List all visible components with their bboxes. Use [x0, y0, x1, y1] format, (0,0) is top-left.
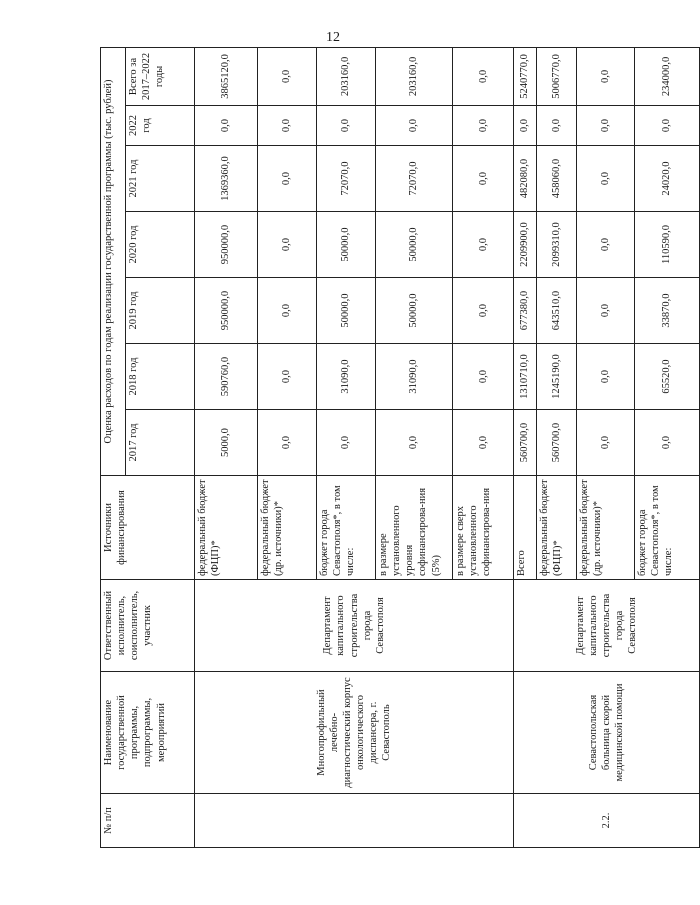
- cell-value: 643510,0: [536, 278, 576, 344]
- cell-value: 458060,0: [536, 146, 576, 212]
- cell-value: 0,0: [452, 106, 514, 146]
- cell-value: 1245190,0: [536, 344, 576, 410]
- cell-executor: Департамент капитального строительства города Севастополя: [514, 580, 700, 672]
- cell-value: 0,0: [257, 47, 316, 105]
- cell-value: 560700,0: [536, 410, 576, 476]
- cell-value: 65520,0: [635, 344, 700, 410]
- cell-value: 0,0: [257, 278, 316, 344]
- cell-value: 2099310,0: [536, 212, 576, 278]
- cell-value: 50000,0: [376, 278, 453, 344]
- cell-value: 0,0: [257, 146, 316, 212]
- cell-value: 0,0: [514, 106, 536, 146]
- cell-value: 560700,0: [514, 410, 536, 476]
- cell-value: 0,0: [635, 410, 700, 476]
- cell-no: [194, 794, 513, 848]
- cell-value: 0,0: [257, 106, 316, 146]
- cell-source: федеральный бюджет (ФЦП)*: [536, 476, 576, 580]
- cell-value: 0,0: [576, 344, 634, 410]
- header-year: 2017 год: [125, 410, 194, 476]
- cell-executor: Департамент капитального строительства города Севастополя: [194, 580, 513, 672]
- cell-value: 0,0: [257, 344, 316, 410]
- cell-value: 0,0: [452, 146, 514, 212]
- cell-name: Многопрофильный лечебно-диагностический корпус онкологического диспансера, г. Севастополь: [194, 672, 513, 794]
- cell-value: 31090,0: [316, 344, 375, 410]
- cell-value: 5000,0: [194, 410, 257, 476]
- header-year: 2019 год: [125, 278, 194, 344]
- cell-value: 0,0: [257, 212, 316, 278]
- cell-source: в размере установленного уровня софинансирова-ния (5%): [376, 476, 453, 580]
- cell-value: 0,0: [376, 106, 453, 146]
- cell-value: 31090,0: [376, 344, 453, 410]
- cell-source: бюджет города Севастополя*, в том числе:: [635, 476, 700, 580]
- header-source: Источники финансирования: [101, 476, 195, 580]
- cell-value: 24020,0: [635, 146, 700, 212]
- cell-no: 2.2.: [514, 794, 700, 848]
- cell-source: в размере сверх установленного софинансирова-ния: [452, 476, 514, 580]
- rotated-table-wrapper: [100, 48, 700, 848]
- cell-value: 0,0: [576, 106, 634, 146]
- cell-value: 0,0: [576, 146, 634, 212]
- header-year: 2022 год: [125, 106, 194, 146]
- cell-value: 0,0: [316, 410, 375, 476]
- cell-value: 0,0: [376, 410, 453, 476]
- header-total: Всего за 2017–2022 годы: [125, 47, 194, 105]
- cell-value: 203160,0: [376, 47, 453, 105]
- cell-value: 0,0: [452, 278, 514, 344]
- cell-value: 110590,0: [635, 212, 700, 278]
- cell-value: 0,0: [316, 106, 375, 146]
- cell-source: бюджет города Севастополя*, в том числе:: [316, 476, 375, 580]
- cell-value: 0,0: [576, 410, 634, 476]
- page-number: 12: [326, 30, 340, 45]
- cell-value: 0,0: [194, 106, 257, 146]
- cell-value: 1369360,0: [194, 146, 257, 212]
- cell-value: 2209900,0: [514, 212, 536, 278]
- expenses-table: [100, 47, 700, 848]
- cell-value: 5006770,0: [536, 47, 576, 105]
- cell-value: 72070,0: [316, 146, 375, 212]
- header-row-1: [101, 47, 126, 847]
- cell-value: 0,0: [452, 212, 514, 278]
- cell-value: 50000,0: [316, 212, 375, 278]
- header-executor: Ответственный исполнитель, соисполнитель, участник: [101, 580, 195, 672]
- cell-value: 234000,0: [635, 47, 700, 105]
- cell-value: 0,0: [576, 47, 634, 105]
- cell-value: 0,0: [452, 47, 514, 105]
- cell-value: 5240770,0: [514, 47, 536, 105]
- table-row: [194, 47, 257, 847]
- cell-value: 950000,0: [194, 212, 257, 278]
- cell-source: федеральный бюджет (др. источники)*: [576, 476, 634, 580]
- header-year: 2020 год: [125, 212, 194, 278]
- header-name: Наименование государственной программы, подпрограммы, мероприятий: [101, 672, 195, 794]
- header-no: № п/п: [101, 794, 195, 848]
- cell-value: 590760,0: [194, 344, 257, 410]
- table-row: [514, 47, 536, 847]
- cell-value: 1310710,0: [514, 344, 536, 410]
- header-estimate: Оценка расходов по годам реализации государственной программы (тыс. рублей): [101, 47, 126, 475]
- header-year: 2018 год: [125, 344, 194, 410]
- cell-source: федеральный бюджет (ФЦП)*: [194, 476, 257, 580]
- cell-value: 482080,0: [514, 146, 536, 212]
- cell-value: 677380,0: [514, 278, 536, 344]
- cell-value: 72070,0: [376, 146, 453, 212]
- cell-value: 950000,0: [194, 278, 257, 344]
- cell-value: 50000,0: [376, 212, 453, 278]
- cell-value: 33870,0: [635, 278, 700, 344]
- cell-value: 50000,0: [316, 278, 375, 344]
- cell-value: 0,0: [257, 410, 316, 476]
- cell-value: 0,0: [576, 212, 634, 278]
- cell-value: 203160,0: [316, 47, 375, 105]
- cell-value: 0,0: [635, 106, 700, 146]
- header-year: 2021 год: [125, 146, 194, 212]
- cell-value: 0,0: [452, 344, 514, 410]
- cell-source: федеральный бюджет (др. источники)*: [257, 476, 316, 580]
- cell-value: 0,0: [576, 278, 634, 344]
- cell-value: 0,0: [452, 410, 514, 476]
- cell-value: 3865120,0: [194, 47, 257, 105]
- cell-name: Севастопольская больница скорой медицинской помощи: [514, 672, 700, 794]
- cell-source: Всего: [514, 476, 536, 580]
- cell-value: 0,0: [536, 106, 576, 146]
